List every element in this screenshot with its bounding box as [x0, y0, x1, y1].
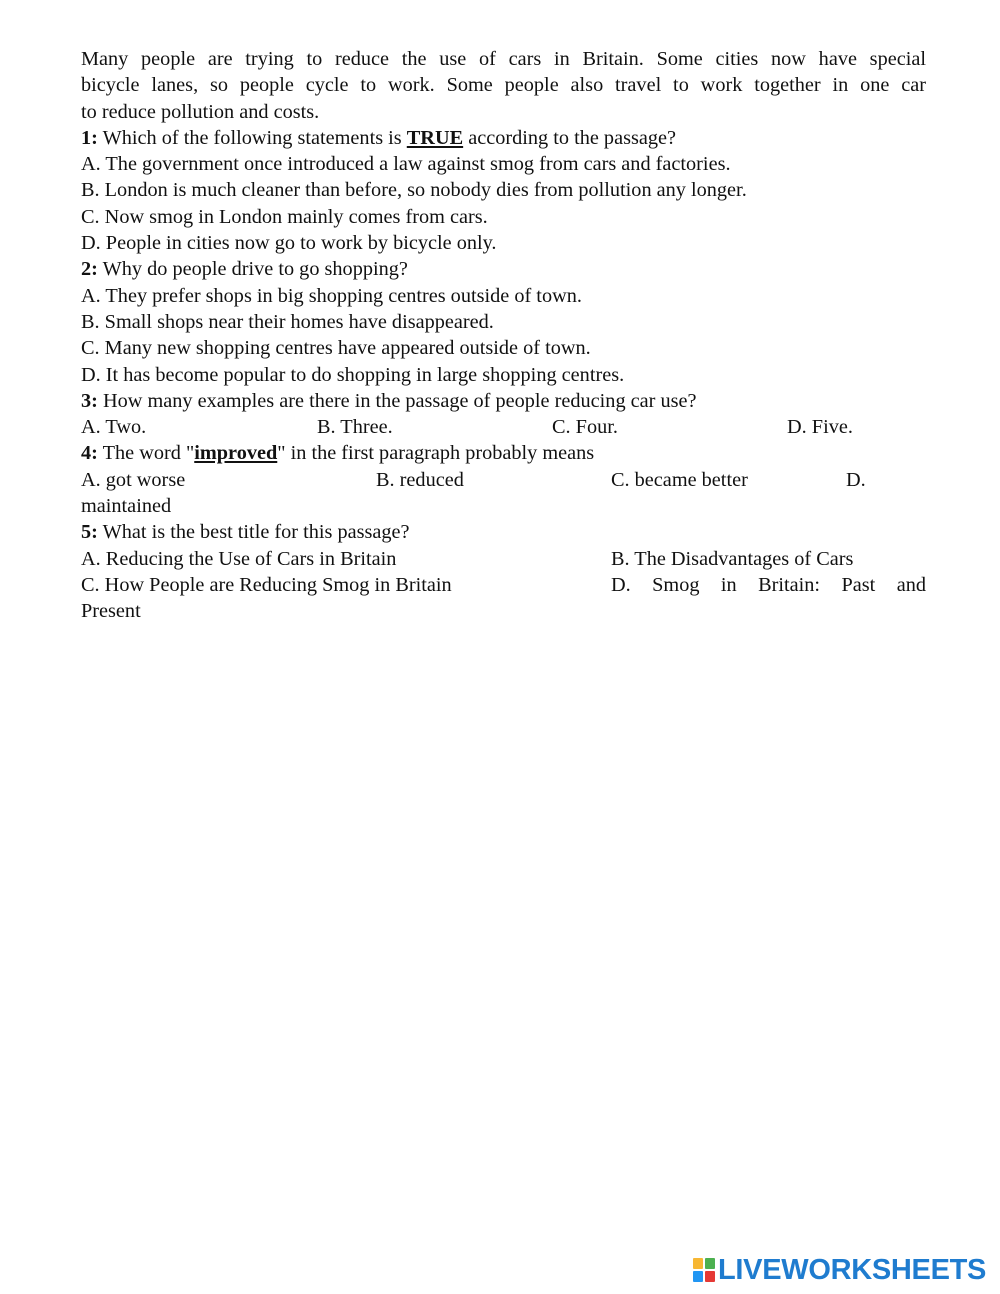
question-3-stem [81, 388, 926, 414]
logo-tile-l [693, 1258, 703, 1269]
question-text: Why do people drive to go shopping? [97, 258, 408, 281]
question-number: 2: [81, 258, 98, 281]
option-3b[interactable]: B. Three. [317, 416, 393, 439]
option-5b[interactable]: B. The Disadvantages of Cars [611, 547, 854, 570]
logo-tile-e [705, 1271, 715, 1282]
liveworksheets-logo [693, 1255, 986, 1285]
option-5a[interactable]: A. Reducing the Use of Cars in Britain [81, 547, 397, 570]
question-1-stem [81, 125, 926, 151]
logo-tile-i [705, 1258, 715, 1269]
question-5-stem [81, 519, 926, 545]
logo-icon [693, 1258, 715, 1282]
question-4-options [81, 467, 926, 493]
option-1c[interactable]: C. Now smog in London mainly comes from cars. [81, 205, 488, 228]
passage-line: Many people are trying to reduce the use of cars in Britain. Some cities now have special [81, 48, 926, 70]
option-2d[interactable]: D. It has become popular to do shopping in large shopping centres. [81, 363, 625, 386]
question-number: 1: [81, 126, 98, 149]
option-4b[interactable]: B. reduced [376, 468, 464, 491]
option-5c[interactable]: C. How People are Reducing Smog in Britain [81, 573, 452, 596]
option-4d[interactable]: D. [846, 468, 866, 491]
question-text: Which of the following statements is [97, 126, 407, 149]
question-text: The word " [97, 442, 195, 465]
option-3d[interactable]: D. Five. [787, 416, 853, 439]
option-3c[interactable]: C. Four. [552, 416, 618, 439]
question-text: according to the passage? [463, 126, 677, 149]
question-number: 3: [81, 389, 98, 412]
option-3a[interactable]: A. Two. [81, 416, 147, 439]
option-2b[interactable]: B. Small shops near their homes have disappeared. [81, 310, 494, 333]
question-text: " in the first paragraph probably means [277, 442, 595, 465]
emphasis-word: improved [194, 442, 278, 465]
option-5d-continued[interactable]: Present [81, 600, 141, 623]
question-text: How many examples are there in the passage of people reducing car use? [97, 389, 697, 412]
question-4-stem [81, 440, 926, 466]
question-2-stem [81, 256, 926, 282]
worksheet [81, 46, 926, 625]
question-text: What is the best title for this passage? [97, 521, 410, 544]
option-1a[interactable]: A. The government once introduced a law against smog from cars and factories. [81, 153, 731, 176]
question-number: 5: [81, 521, 98, 544]
option-2a[interactable]: A. They prefer shops in big shopping centres outside of town. [81, 284, 582, 307]
emphasis-word: TRUE [406, 126, 464, 149]
question-number: 4: [81, 442, 98, 465]
passage-line: to reduce pollution and costs. [81, 100, 320, 123]
question-3-options [81, 414, 926, 440]
logo-text: LIVEWORKSHEETS [718, 1253, 987, 1286]
option-4c[interactable]: C. became better [611, 468, 748, 491]
option-2c[interactable]: C. Many new shopping centres have appeared outside of town. [81, 337, 591, 360]
passage-line: bicycle lanes, so people cycle to work. Some people also travel to work together in one car [81, 74, 926, 97]
logo-tile-v [693, 1271, 703, 1282]
question-5-options-row1 [81, 546, 926, 572]
option-1d[interactable]: D. People in cities now go to work by bicycle only. [81, 232, 497, 255]
option-4a[interactable]: A. got worse [81, 468, 186, 491]
option-4d-continued[interactable]: maintained [81, 495, 172, 518]
option-1b[interactable]: B. London is much cleaner than before, so nobody dies from pollution any longer. [81, 179, 747, 202]
option-5d[interactable]: D. Smog in Britain: Past and [611, 573, 926, 596]
question-5-options-row2 [81, 572, 926, 598]
